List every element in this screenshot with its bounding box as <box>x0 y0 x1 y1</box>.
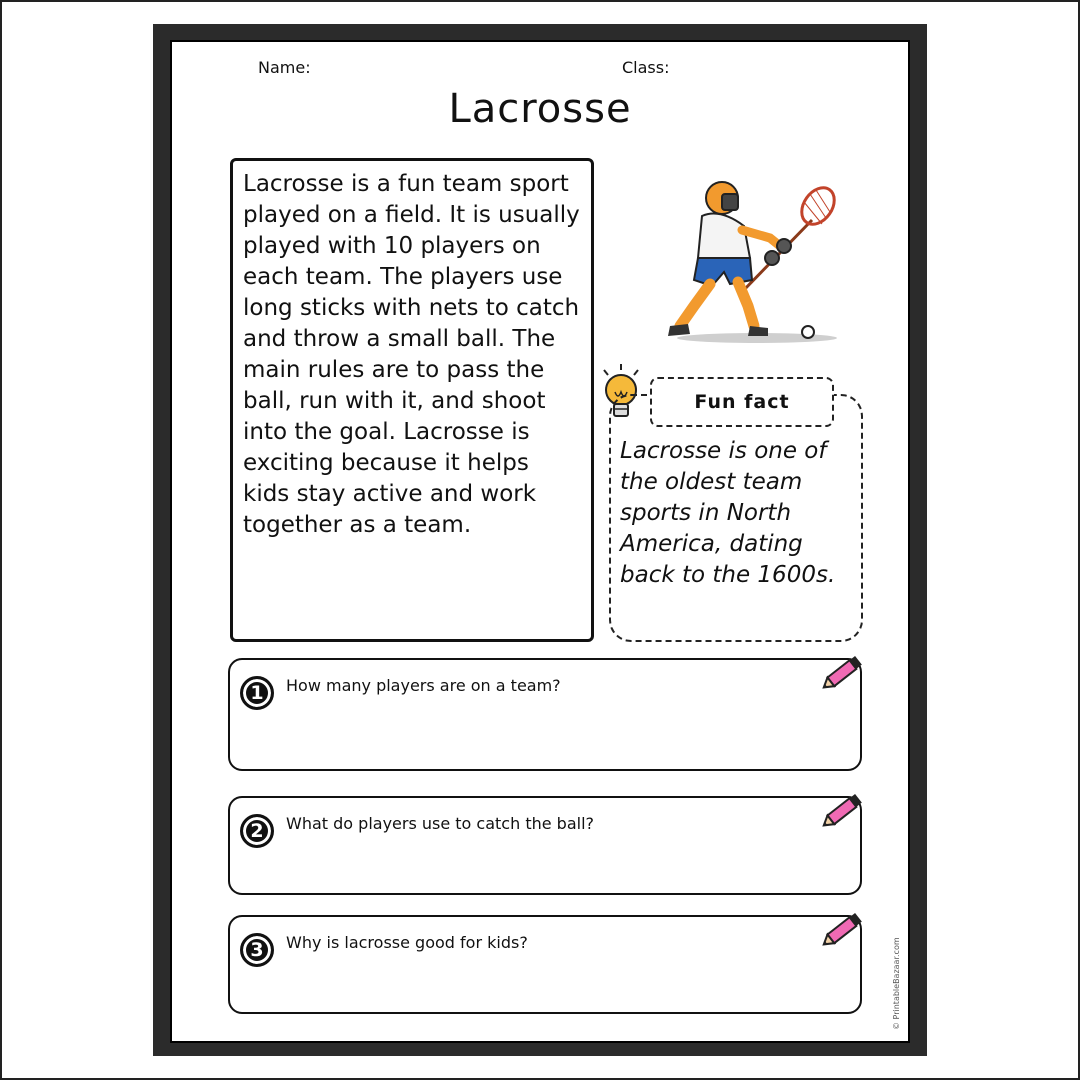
lacrosse-player-illustration <box>652 176 852 346</box>
question-text: What do players use to catch the ball? <box>286 814 595 833</box>
question-text: Why is lacrosse good for kids? <box>286 933 528 952</box>
fun-fact-text: Lacrosse is one of the oldest team sports in North America, dating back to the 1600s. <box>620 438 836 588</box>
reading-passage-box <box>230 158 594 642</box>
reading-passage-text: Lacrosse is a fun team sport played on a field. It is usually played with 10 players on each team. The players use long sticks with nets to catch and throw a small ball. The main rules are to pass the ball, run with it, and shoot into the goal. Lacrosse is exciting because it helps kids stay active and work together as a team. <box>243 171 580 538</box>
page-title: Lacrosse <box>448 86 632 132</box>
pencil-icon <box>818 907 868 953</box>
fun-fact-heading: Fun fact <box>650 377 834 427</box>
worksheet-page <box>170 40 910 1043</box>
question-text: How many players are on a team? <box>286 676 561 695</box>
question-number-badge: 1 <box>240 676 274 710</box>
question-number-badge: 2 <box>240 814 274 848</box>
question-number-badge: 3 <box>240 933 274 967</box>
copyright-text: © PrintableBazaar.com <box>892 937 901 1030</box>
name-label: Name: <box>258 58 311 77</box>
question-answer-box-3[interactable] <box>228 915 862 1014</box>
class-label: Class: <box>622 58 670 77</box>
pencil-icon <box>818 788 868 834</box>
question-answer-box-2[interactable] <box>228 796 862 895</box>
pencil-icon <box>818 650 868 696</box>
question-answer-box-1[interactable] <box>228 658 862 771</box>
